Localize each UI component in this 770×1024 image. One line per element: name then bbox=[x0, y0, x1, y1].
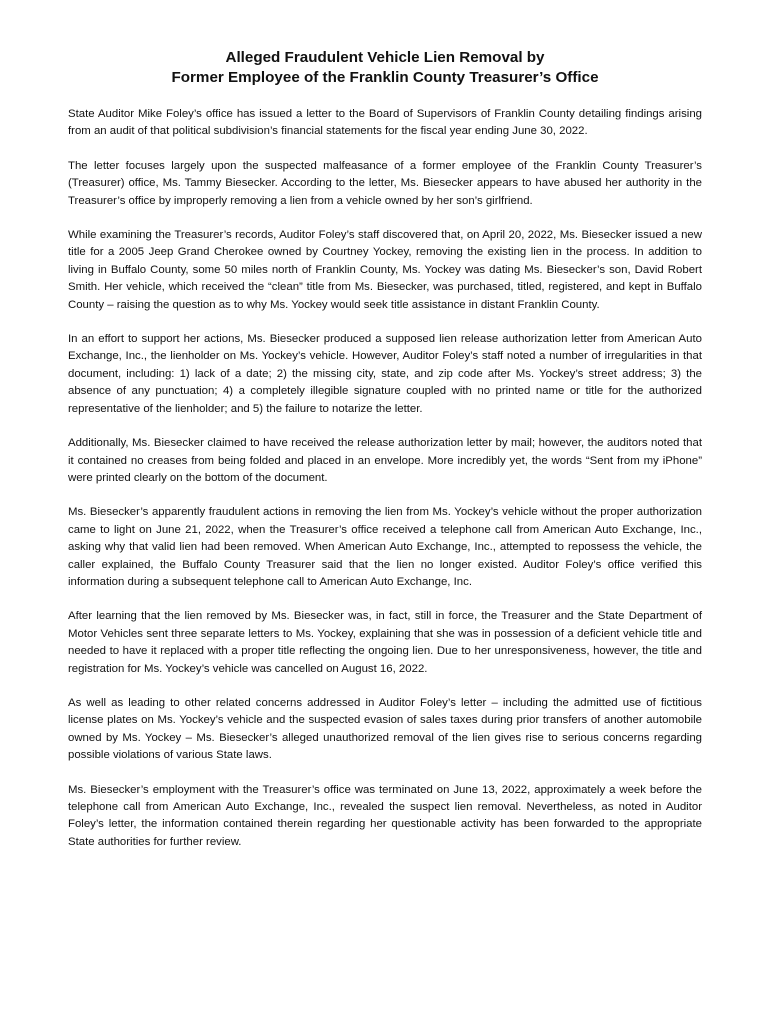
document-title bbox=[68, 48, 702, 88]
paragraph-related-concerns: As well as leading to other related concerns addressed in Auditor Foley’s letter – including the admitted use of fictitious license plates on Ms. Yockey’s vehicle and the suspected evasion of sales taxes during prior transfers of another automobile owned by Ms. Yockey – Ms. Biesecker’s alleged unauthorized removal of the lien gives rise to serious concerns regarding possible violations of various State laws. bbox=[68, 696, 702, 762]
paragraph-title-cancelled: After learning that the lien removed by Ms. Biesecker was, in fact, still in force, the Treasurer and the State Department of Motor Vehicles sent three separate letters to Ms. Yockey, explaining that she was in possession of a deficient vehicle title and needed to have it replaced with a proper title reflecting the ongoing lien. Due to her unresponsiveness, however, the title and registration for Ms. Yockey’s vehicle was cancelled on August 16, 2022. bbox=[68, 610, 702, 675]
paragraph-records-examination: While examining the Treasurer’s records, Auditor Foley’s staff discovered that, on April 20, 2022, Ms. Biesecker issued a new title for a 2005 Jeep Grand Cherokee owned by Courtney Yockey, removing the existing lien in the process. In addition to living in Buffalo County, some 50 miles north of Franklin County, Ms. Yockey was dating Ms. Biesecker’s son, David Robert Smith. Her vehicle, which received the “clean” title from Ms. Biesecker, was purchased, titled, registered, and kept in Buffalo County – raising the question as to why Ms. Yockey would seek title assistance in distant Franklin County. bbox=[68, 229, 702, 311]
document-page bbox=[68, 48, 702, 868]
title-line-1: Alleged Fraudulent Vehicle Lien Removal by bbox=[225, 49, 545, 66]
title-line-2: Former Employee of the Franklin County Treasurer’s Office bbox=[171, 69, 599, 86]
paragraph-release-letter: In an effort to support her actions, Ms. Biesecker produced a supposed lien release authorization letter from American Auto Exchange, Inc., the lienholder on Ms. Yockey’s vehicle. However, Auditor Foley’s staff noted a number of irregularities in that document, including: 1) lack of a date; 2) the missing city, state, and zip code after Ms. Yockey’s street address; 3) the absence of any punctuation; 4) a completely illegible signature coupled with no printed name or title for the authorized representative of the lienholder; and 5) the failure to notarize the letter. bbox=[68, 333, 702, 415]
paragraph-discovery: Ms. Biesecker’s apparently fraudulent actions in removing the lien from Ms. Yockey’s vehicle without the proper authorization came to light on June 21, 2022, when the Treasurer’s office received a telephone call from American Auto Exchange, Inc., asking why that valid lien had been removed. When American Auto Exchange, Inc., attempted to repossess the vehicle, the caller explained, the Buffalo County Treasurer said that the lien no longer existed. Auditor Foley’s office verified this information during a subsequent telephone call to American Auto Exchange, Inc. bbox=[68, 506, 702, 588]
paragraph-intro: State Auditor Mike Foley’s office has issued a letter to the Board of Supervisors of Franklin County detailing findings arising from an audit of that political subdivision’s financial statements for the fiscal year ending June 30, 2022. bbox=[68, 108, 702, 138]
paragraph-mail-claim: Additionally, Ms. Biesecker claimed to have received the release authorization letter by mail; however, the auditors noted that it contained no creases from being folded and placed in an envelope. More incredibly yet, the words “Sent from my iPhone” were printed clearly on the bottom of the document. bbox=[68, 437, 702, 484]
paragraph-termination: Ms. Biesecker’s employment with the Treasurer’s office was terminated on June 13, 2022, approximately a week before the telephone call from American Auto Exchange, Inc., revealed the suspect lien removal. Nevertheless, as noted in Auditor Foley’s letter, the information contained therein regarding her questionable activity has been forwarded to the appropriate State authorities for further review. bbox=[68, 783, 702, 848]
paragraph-letter-focus: The letter focuses largely upon the suspected malfeasance of a former employee of the Franklin County Treasurer’s (Treasurer) office, Ms. Tammy Biesecker. According to the letter, Ms. Biesecker appears to have abused her authority in the Treasurer’s office by improperly removing a lien from a vehicle owned by her son’s girlfriend. bbox=[68, 159, 702, 207]
